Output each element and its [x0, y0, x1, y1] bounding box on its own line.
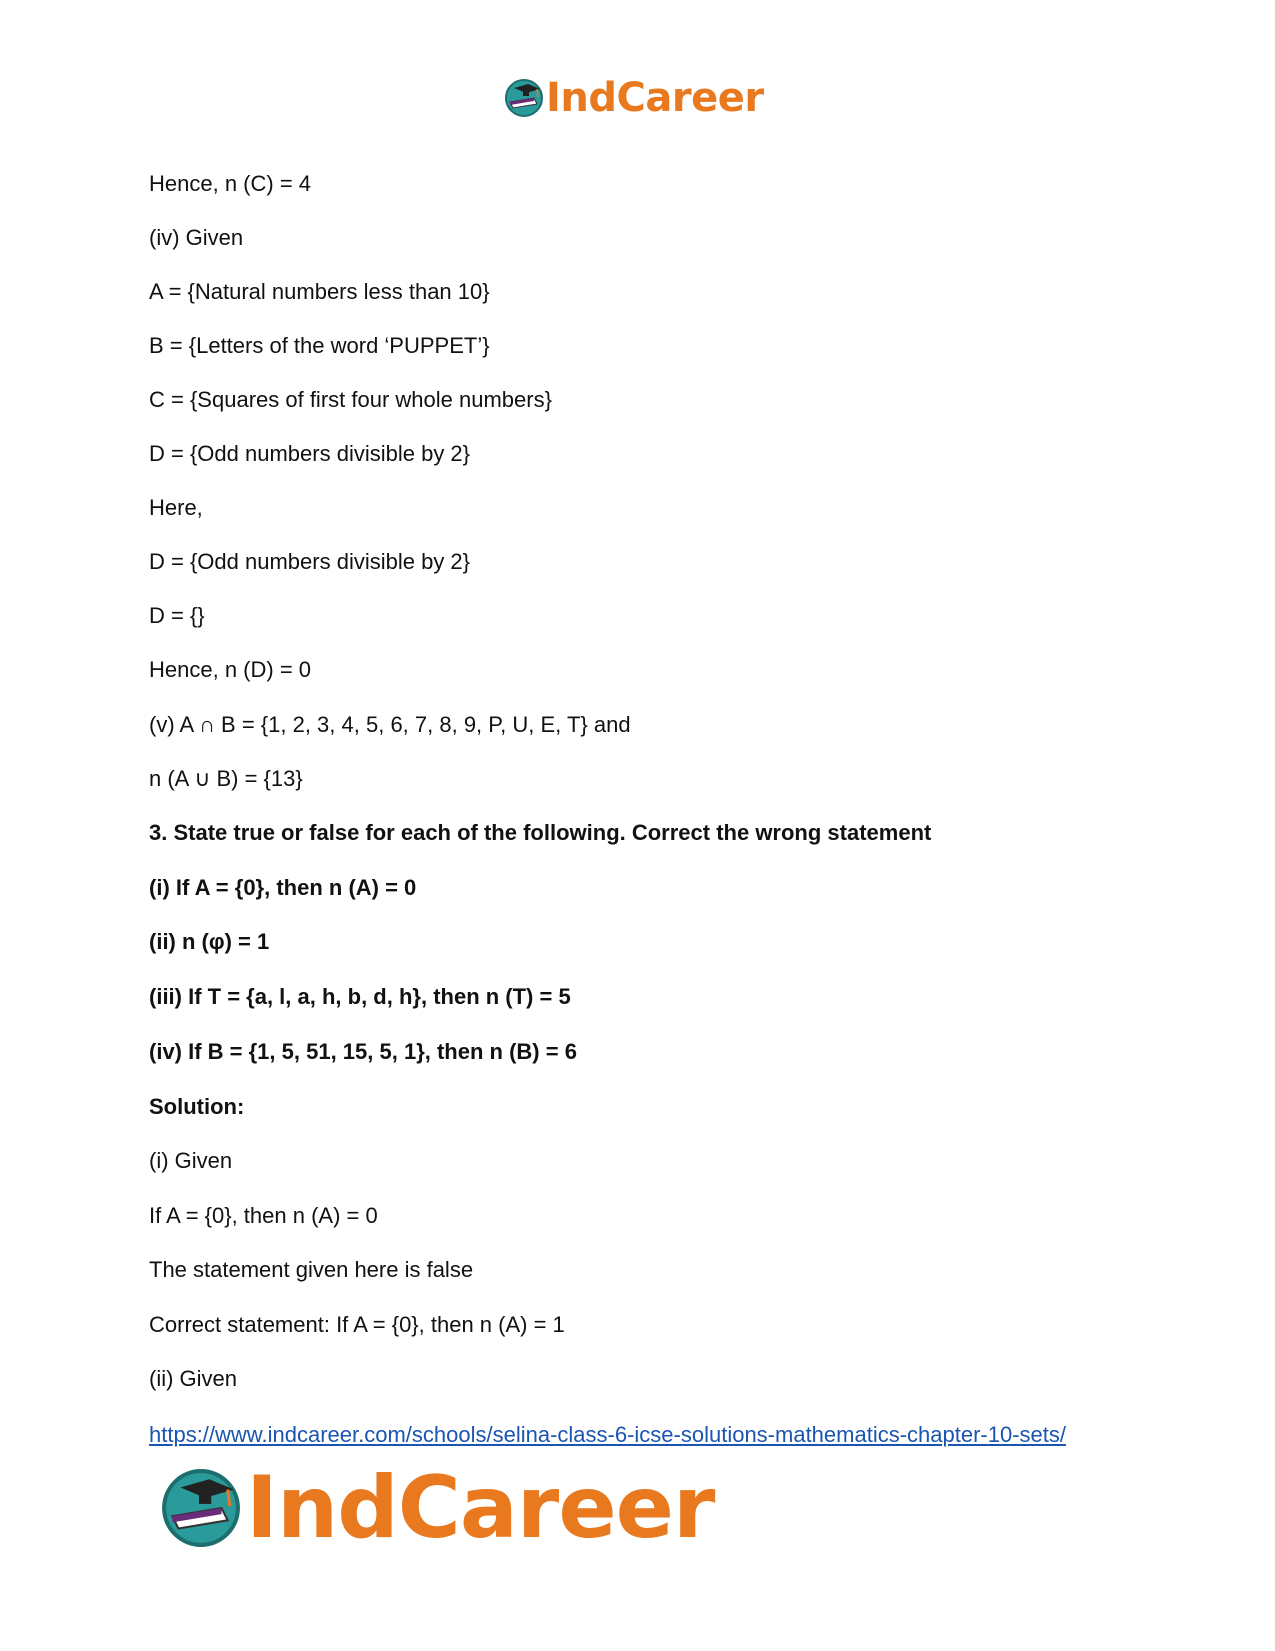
- header-logo: [504, 75, 764, 121]
- text-line: Hence, n (C) = 4: [149, 171, 312, 196]
- text-line: Hence, n (D) = 0: [149, 657, 312, 682]
- globe-books-icon: [160, 1467, 242, 1549]
- question-item: (ii) n (φ) = 1: [149, 929, 270, 954]
- text-line: The statement given here is false: [149, 1257, 474, 1282]
- brand-name: IndCareer: [246, 1458, 715, 1558]
- question-heading: 3. State true or false for each of the following. Correct the wrong statement: [149, 820, 932, 845]
- text-line: B = {Letters of the word ‘PUPPET’}: [149, 333, 490, 358]
- text-line: (ii) Given: [149, 1366, 238, 1391]
- question-item: (iii) If T = {a, l, a, h, b, d, h}, then n (T) = 5: [149, 984, 571, 1009]
- globe-books-icon: [504, 78, 544, 118]
- text-line: C = {Squares of first four whole numbers}: [149, 387, 552, 412]
- text-line: (v) A ∩ B = {1, 2, 3, 4, 5, 6, 7, 8, 9, P, U, E, T} and: [149, 712, 631, 737]
- text-line: (iv) Given: [149, 225, 244, 250]
- text-line: Correct statement: If A = {0}, then n (A) = 1: [149, 1312, 565, 1337]
- source-link[interactable]: https://www.indcareer.com/schools/selina-class-6-icse-solutions-mathematics-chapter-10-sets/: [149, 1422, 1067, 1447]
- brand-name: IndCareer: [546, 75, 764, 121]
- question-item: (iv) If B = {1, 5, 51, 15, 5, 1}, then n (B) = 6: [149, 1039, 577, 1064]
- text-line: (i) Given: [149, 1148, 233, 1173]
- solution-heading: Solution:: [149, 1094, 245, 1119]
- text-line: If A = {0}, then n (A) = 0: [149, 1203, 378, 1228]
- question-item: (i) If A = {0}, then n (A) = 0: [149, 875, 417, 900]
- text-line: D = {}: [149, 603, 205, 628]
- text-line: A = {Natural numbers less than 10}: [149, 279, 490, 304]
- text-line: D = {Odd numbers divisible by 2}: [149, 441, 471, 466]
- text-line: Here,: [149, 495, 203, 520]
- text-line: n (A ∪ B) = {13}: [149, 766, 303, 791]
- text-line: D = {Odd numbers divisible by 2}: [149, 549, 471, 574]
- footer-logo: [160, 1458, 715, 1558]
